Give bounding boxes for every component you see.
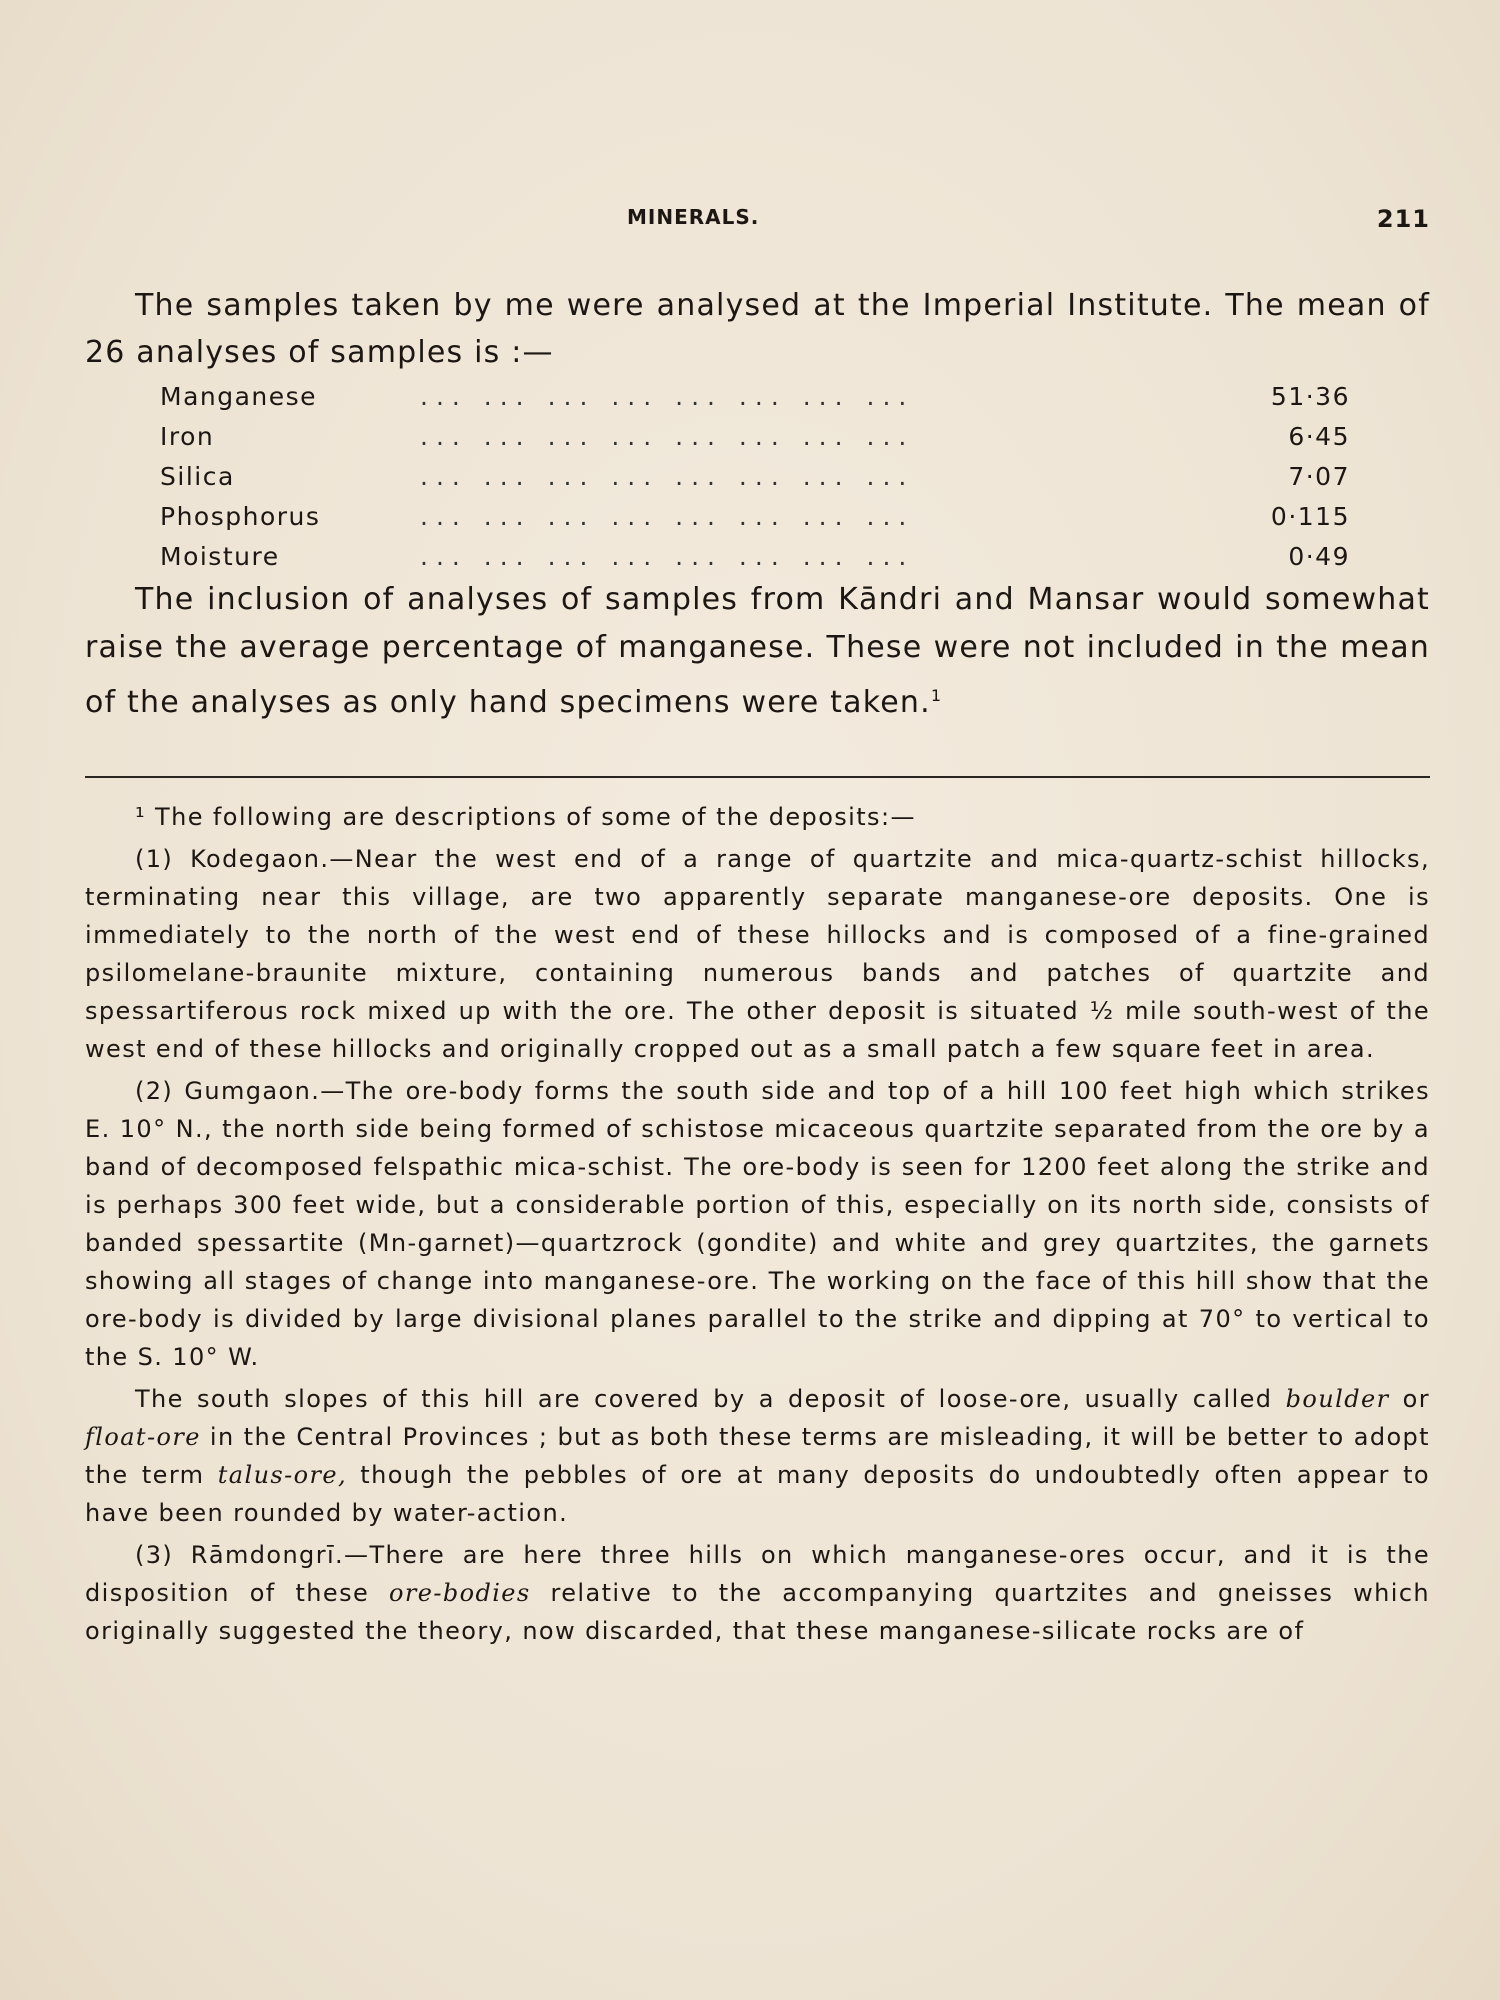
footnote-mark: 1 [930, 686, 943, 705]
italic-term: ore-bodies [389, 1579, 531, 1607]
text-segment: relative to the accompanying quartzites and gneisses which originally suggested the theory, now discarded, that these manganese-silicate rocks are of [85, 1579, 1431, 1645]
page-header [85, 205, 1430, 235]
page-number: 211 [1376, 205, 1430, 233]
intro-paragraph: The samples taken by me were analysed at the Imperial Institute. The mean of 26 analyses of samples is :— [85, 288, 1430, 370]
closing-text: The inclusion of analyses of samples from Kāndri and Mansar would somewhat raise the average percentage of manganese. These were not included in the mean of the analyses as only hand specimens were taken. [85, 582, 1430, 720]
footnotes [85, 798, 1430, 1654]
element-value: 0·115 [1270, 501, 1350, 531]
table-row [160, 416, 1350, 456]
closing-paragraph [85, 576, 1430, 727]
text-segment: though the pebbles of ore at many deposits do undoubtedly often appear to have been rounded by water-action. [85, 1461, 1430, 1527]
table-row [160, 456, 1350, 496]
table-row [160, 536, 1350, 576]
text-segment: (3) Rāmdongrī.—There are here three hills on which manganese-ores occur, and it is the disposition of these [85, 1541, 1430, 1607]
italic-term: talus-ore, [217, 1461, 348, 1489]
element-name: Silica [160, 461, 235, 491]
italic-term: float-ore [85, 1423, 201, 1451]
table-row [160, 496, 1350, 536]
dot-leader: ... ... ... ... ... ... ... ... [420, 461, 915, 491]
dot-leader: ... ... ... ... ... ... ... ... [420, 541, 915, 571]
element-value: 6·45 [1288, 421, 1350, 451]
running-title: MINERALS. [627, 205, 760, 229]
element-name: Moisture [160, 541, 280, 571]
text-segment: The south slopes of this hill are covered by a deposit of loose-ore, usually called [135, 1385, 1273, 1413]
text-segment: in the Central Provinces ; but as both these terms are misleading, it will be better to adopt the term [85, 1423, 1430, 1489]
text-segment: or [1402, 1385, 1431, 1413]
dot-leader: ... ... ... ... ... ... ... ... [420, 421, 915, 451]
italic-term: boulder [1285, 1385, 1390, 1413]
footnote-talus-ore [85, 1380, 1430, 1532]
footnote-ramdongri [85, 1536, 1430, 1650]
dot-leader: ... ... ... ... ... ... ... ... [420, 381, 915, 411]
element-name: Iron [160, 421, 215, 451]
analysis-table [160, 376, 1350, 576]
footnote-gumgaon: (2) Gumgaon.—The ore-body forms the south side and top of a hill 100 feet high which strikes E. 10° N., the north side being formed of schistose micaceous quartzite separated from the ore by a band of decomposed felspathic mica-schist. The ore-body is seen for 1200 feet along the strike and is perhaps 300 feet wide, but a considerable portion of this, especially on its north side, consists of banded spessartite (Mn-garnet)—quartzrock (gondite) and white and grey quartzites, the garnets showing all stages of change into manganese-ore. The working on the face of this hill show that the ore-body is divided by large divisional planes parallel to the strike and dipping at 70° to vertical to the S. 10° W. [85, 1077, 1430, 1371]
element-value: 51·36 [1270, 381, 1350, 411]
footnote-divider [85, 776, 1430, 778]
dot-leader: ... ... ... ... ... ... ... ... [420, 501, 915, 531]
footnote-intro: ¹ The following are descriptions of some of the deposits:— [135, 803, 916, 831]
footnote-kodegaon: (1) Kodegaon.—Near the west end of a range of quartzite and mica-quartz-schist hillocks, terminating near this village, are two apparently separate manganese-ore deposits. One is immediately to the north of the west end of these hillocks and is composed of a fine-grained psilomelane-braunite mixture, containing numerous bands and patches of quartzite and spessartiferous rock mixed up with the ore. The other deposit is situated ½ mile south-west of the west end of these hillocks and originally cropped out as a small patch a few square feet in area. [85, 845, 1430, 1063]
element-value: 7·07 [1288, 461, 1350, 491]
table-row [160, 376, 1350, 416]
element-name: Phosphorus [160, 501, 321, 531]
element-value: 0·49 [1288, 541, 1350, 571]
element-name: Manganese [160, 381, 318, 411]
